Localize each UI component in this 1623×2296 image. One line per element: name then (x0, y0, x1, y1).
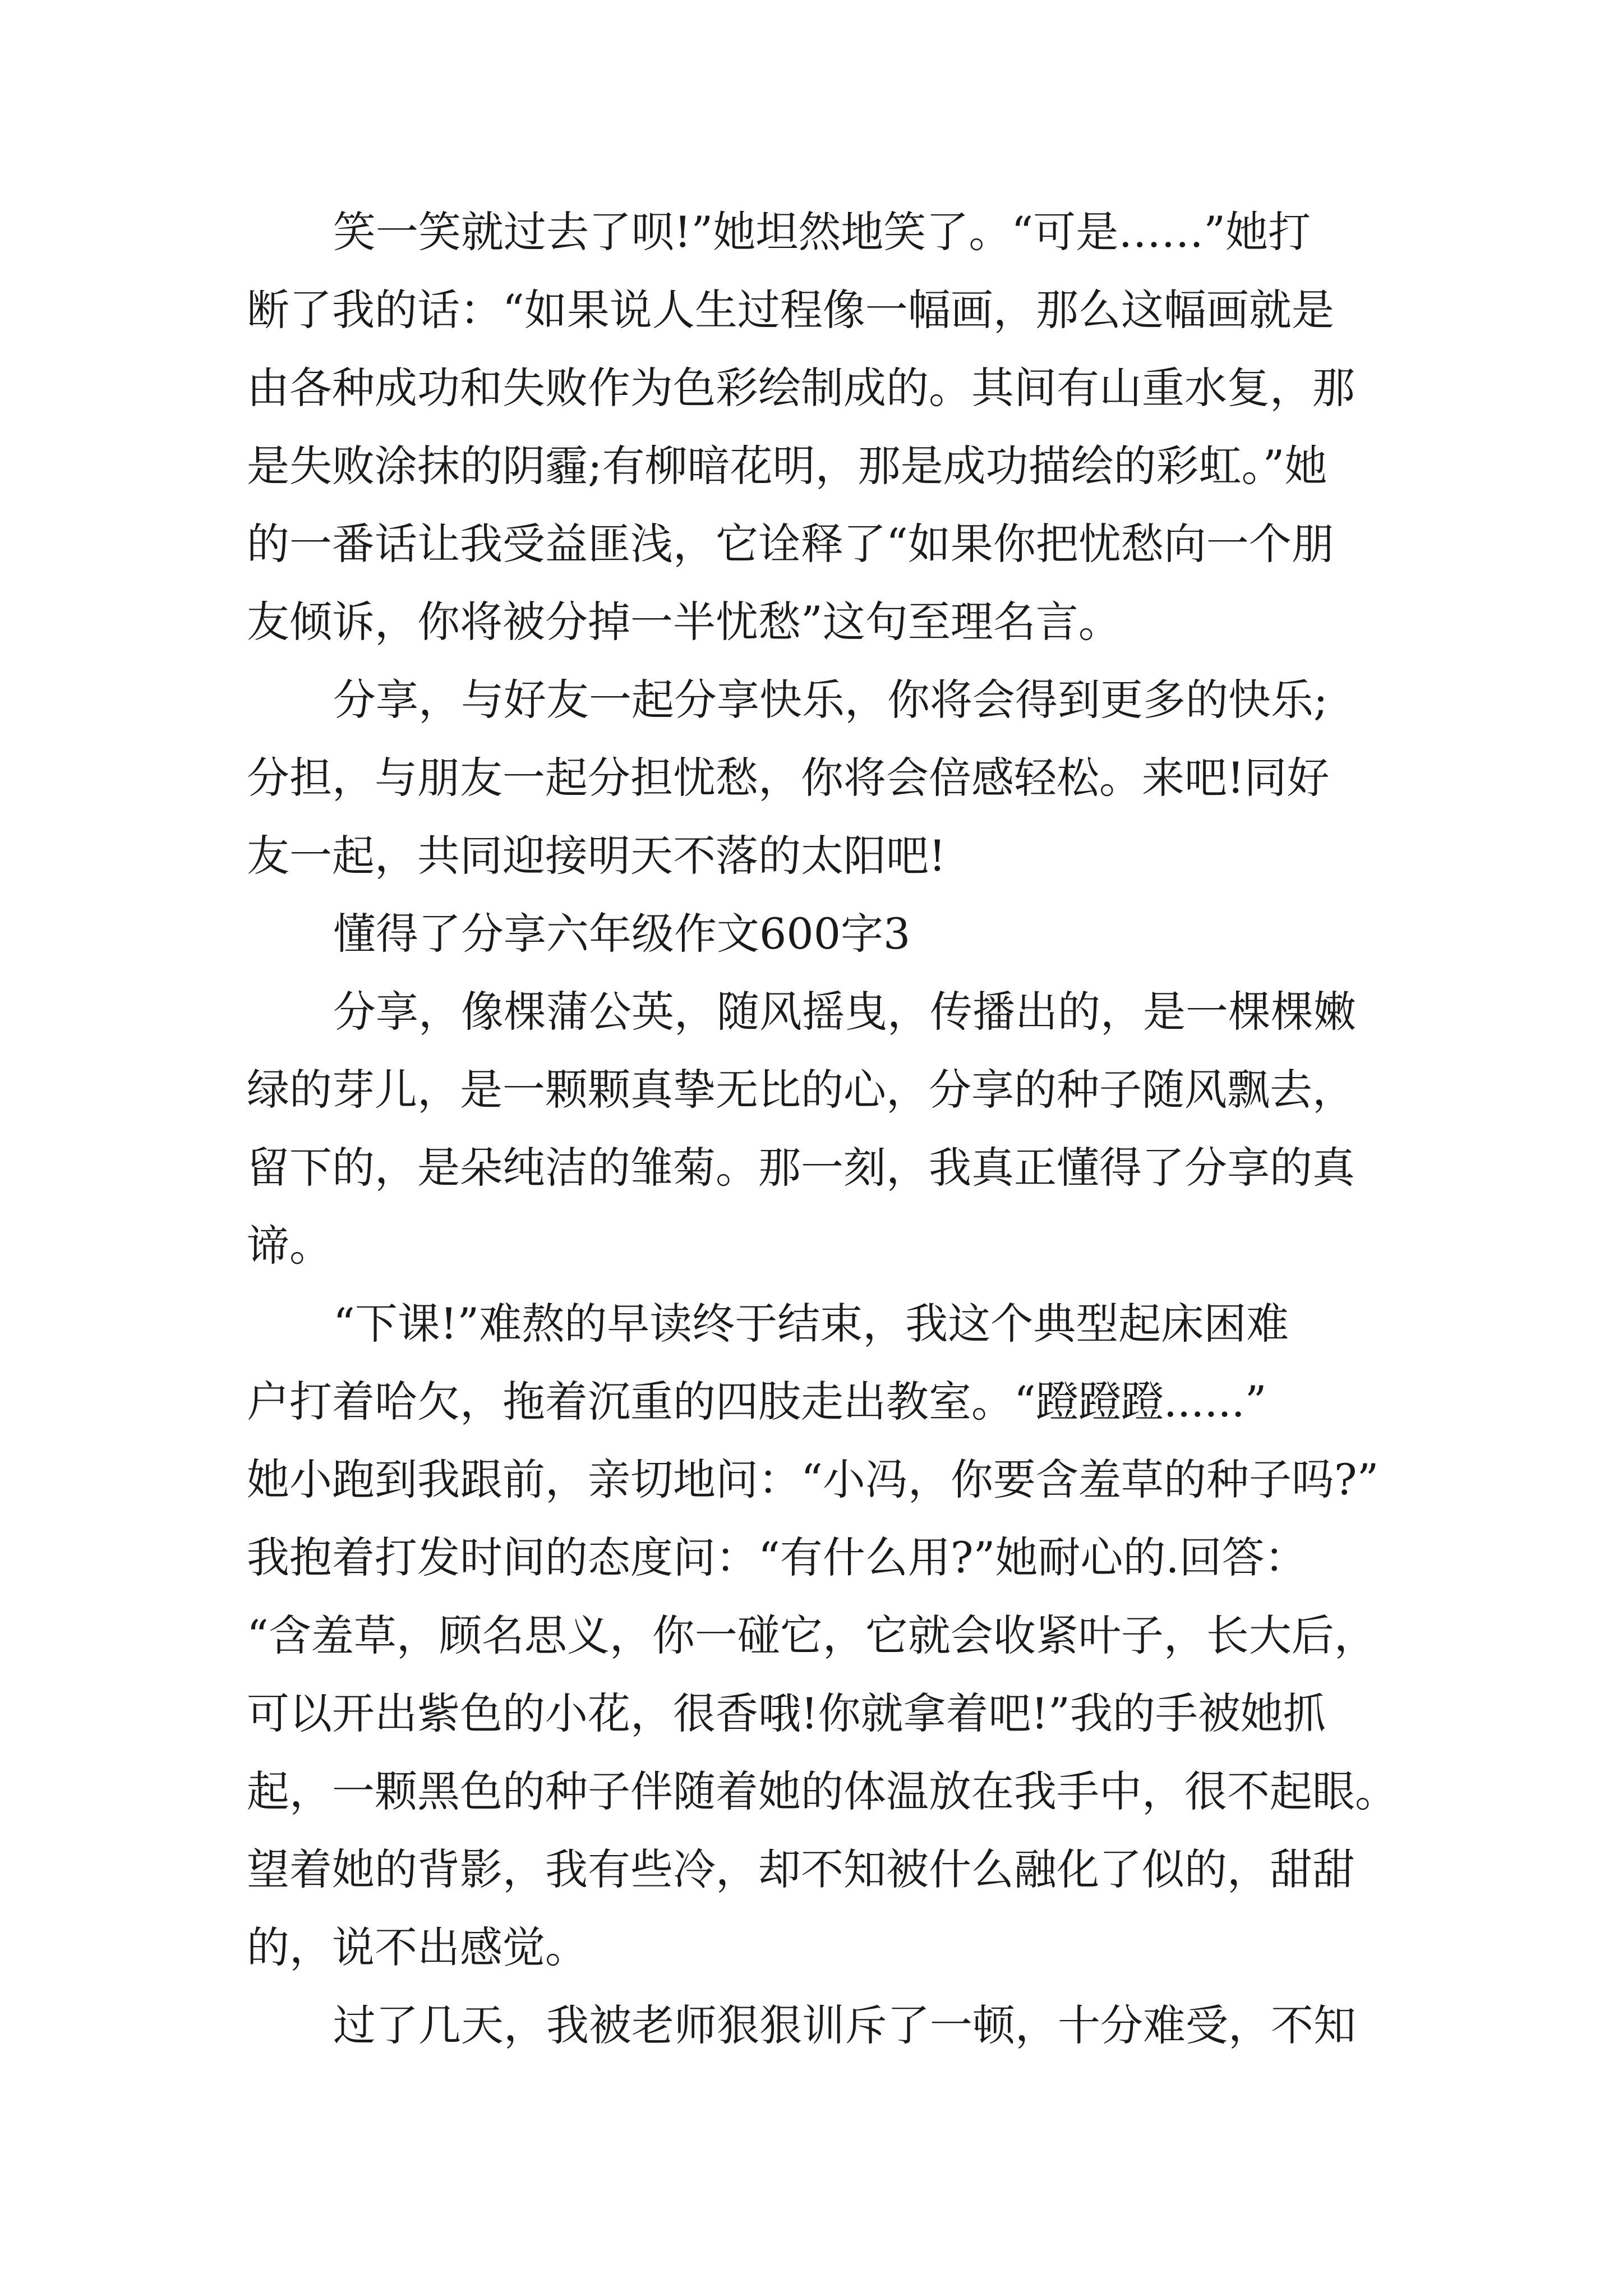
paragraph-line: 分享，与好友一起分享快乐，你将会得到更多的快乐; (333, 675, 1328, 725)
paragraph-line: 留下的，是朵纯洁的雏菊。那一刻，我真正懂得了分享的真 (247, 1143, 1355, 1193)
document-body (247, 193, 1398, 2064)
section-heading: 懂得了分享六年级作文600字3 (333, 909, 911, 959)
paragraph-line: 过了几天，我被老师狠狠训斥了一顿，十分难受，不知 (333, 2000, 1356, 2050)
paragraph-line: 是失败涂抹的阴霾;有柳暗花明，那是成功描绘的彩虹。”她 (247, 441, 1327, 491)
paragraph-line: 望着她的背影，我有些冷，却不知被什么融化了似的，甜甜 (247, 1844, 1355, 1894)
paragraph-line: 绿的芽儿，是一颗颗真挚无比的心，分享的种子随风飘去， (247, 1065, 1355, 1115)
paragraph-line: 起，一颗黑色的种子伴随着她的体温放在我手中，很不起眼。 (247, 1766, 1398, 1816)
paragraph-line: 户打着哈欠，拖着沉重的四肢走出教室。“蹬蹬蹬......” (247, 1377, 1267, 1427)
paragraph-line: 我抱着打发时间的态度问：“有什么用?”她耐心的.回答： (247, 1533, 1307, 1582)
paragraph-line: 可以开出紫色的小花，很香哦!你就拿着吧!”我的手被她抓 (247, 1688, 1326, 1738)
paragraph-line: 笑一笑就过去了呗!”她坦然地笑了。“可是……”她打 (333, 207, 1311, 257)
paragraph-line: “下课!”难熬的早读终于结束，我这个典型起床困难 (333, 1299, 1289, 1349)
paragraph-line: “含羞草，顾名思义，你一碰它，它就会收紧叶子，长大后， (247, 1611, 1377, 1660)
paragraph-line: 由各种成功和失败作为色彩绘制成的。其间有山重水复，那 (247, 363, 1355, 413)
paragraph-line: 断了我的话：“如果说人生过程像一幅画，那么这幅画就是 (247, 285, 1334, 335)
paragraph-line: 友一起，共同迎接明天不落的太阳吧! (247, 831, 946, 881)
paragraph-line: 她小跑到我跟前，亲切地问：“小冯，你要含羞草的种子吗?” (247, 1455, 1379, 1504)
paragraph-line: 谛。 (247, 1221, 332, 1271)
paragraph-line: 分担，与朋友一起分担忧愁，你将会倍感轻松。来吧!同好 (247, 753, 1330, 803)
paragraph-line: 的一番话让我受益匪浅，它诠释了“如果你把忧愁向一个朋 (247, 519, 1334, 569)
paragraph-line: 的，说不出感觉。 (247, 1922, 588, 1972)
paragraph-line: 分享，像棵蒲公英，随风摇曳，传播出的，是一棵棵嫩 (333, 987, 1356, 1037)
paragraph-line: 友倾诉，你将被分掉一半忧愁”这句至理名言。 (247, 597, 1121, 647)
